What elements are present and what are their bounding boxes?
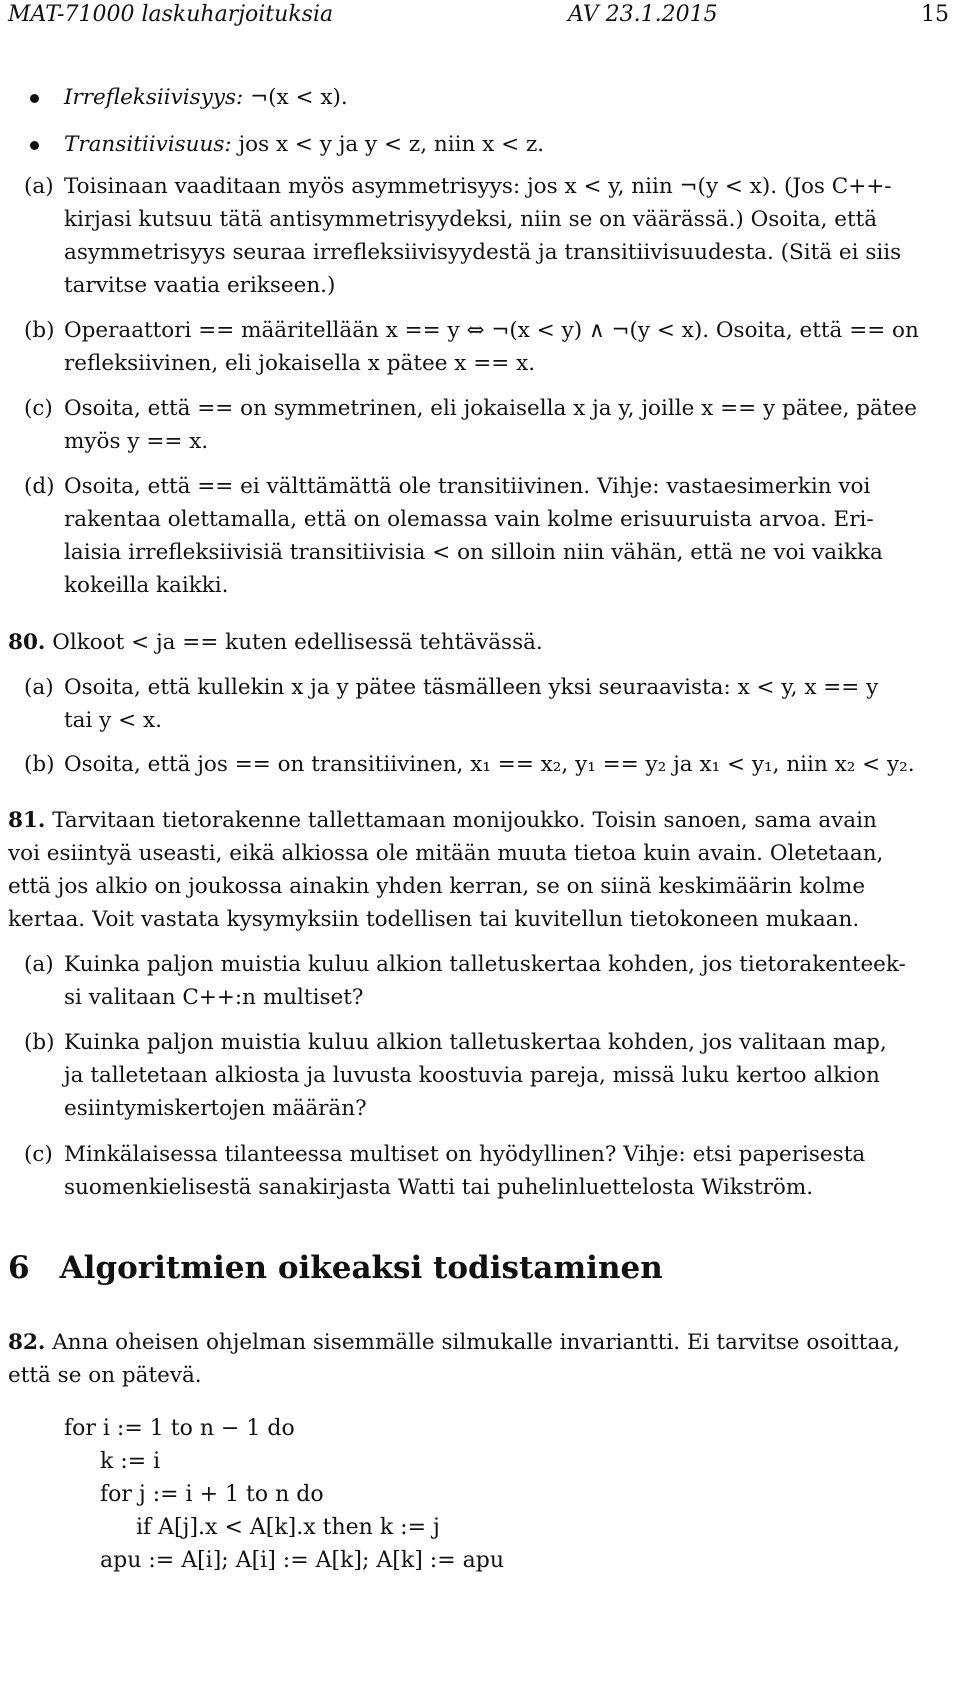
bullet-text: jos x < y ja y < z, niin x < z. [238, 132, 545, 157]
exercise-81-line-1 [8, 806, 877, 836]
bullet-dot [30, 94, 39, 103]
bullet-lead: Irrefleksiivisyys: [64, 85, 244, 110]
exercise-81-line-4: kertaa. Voit vastata kysymyksiin todellisen tai kuvitellun tietokoneen mukaan. [8, 907, 860, 932]
exercise-number: 81. [8, 808, 46, 833]
part-label: (d) [24, 474, 55, 499]
part-79c-line-2: myös y == x. [64, 429, 209, 454]
part-81b-line-1: Kuinka paljon muistia kuluu alkion talletuskertaa kohden, jos valitaan map, [64, 1030, 887, 1055]
exercise-text: Anna oheisen ohjelman sisemmälle silmukalle invariantti. Ei tarvitse osoittaa, [52, 1330, 900, 1355]
exercise-80 [8, 628, 543, 658]
part-79a-line-4: tarvitse vaatia erikseen.) [64, 273, 336, 298]
header-course: MAT-71000 laskuharjoituksia [8, 2, 334, 27]
exercise-81-line-2: voi esiintyä useasti, eikä alkiossa ole mitään muuta tietoa kuin avain. Oletetaan, [8, 841, 884, 866]
bullet-transitivity [64, 130, 544, 160]
section-heading [8, 1250, 663, 1286]
code-line-2: k := i [100, 1449, 161, 1474]
header-author-date: AV 23.1.2015 [568, 2, 718, 27]
part-label: (c) [24, 396, 53, 421]
bullet-dot [30, 141, 39, 150]
part-79c-line-1: Osoita, että == on symmetrinen, eli jokaisella x ja y, joille x == y pätee, pätee [64, 396, 917, 421]
part-label: (b) [24, 752, 55, 777]
part-label: (c) [24, 1142, 53, 1167]
part-79a-line-3: asymmetrisyys seuraa irrefleksiivisyydestä ja transitiivisuudesta. (Sitä ei siis [64, 240, 902, 265]
exercise-81-line-3: että jos alkio on joukossa ainakin yhden kerran, se on siinä keskimäärin kolme [8, 874, 866, 899]
page-number: 15 [921, 2, 949, 27]
part-79d-line-3: laisia irrefleksiivisiä transitiivisia < on silloin niin vähän, että ne voi vaikka [64, 540, 883, 565]
bullet-lead: Transitiivisuus: [64, 132, 232, 157]
section-title: Algoritmien oikeaksi todistaminen [59, 1250, 663, 1286]
part-81b-line-3: esiintymiskertojen määrän? [64, 1096, 367, 1121]
exercise-number: 82. [8, 1330, 46, 1355]
part-81a-line-2: si valitaan C++:n multiset? [64, 985, 364, 1010]
part-79d-line-2: rakentaa olettamalla, että on olemassa vain kolme erisuuruista arvoa. Eri- [64, 507, 874, 532]
exercise-82-line-1 [8, 1328, 900, 1358]
part-81c-line-1: Minkälaisessa tilanteessa multiset on hyödyllinen? Vihje: etsi paperisesta [64, 1142, 866, 1167]
part-80a-line-2: tai y < x. [64, 708, 162, 733]
part-label: (a) [24, 675, 54, 700]
exercise-82-line-2: että se on pätevä. [8, 1363, 202, 1388]
part-79a-line-1: Toisinaan vaaditaan myös asymmetrisyys: jos x < y, niin ¬(y < x). (Jos C++- [64, 174, 892, 199]
part-81a-line-1: Kuinka paljon muistia kuluu alkion talletuskertaa kohden, jos tietorakenteek- [64, 952, 906, 977]
part-79d-line-4: kokeilla kaikki. [64, 573, 229, 598]
part-80a-line-1: Osoita, että kullekin x ja y pätee täsmälleen yksi seuraavista: x < y, x == y [64, 675, 879, 700]
part-label: (a) [24, 952, 54, 977]
part-label: (b) [24, 1030, 55, 1055]
section-number: 6 [8, 1250, 30, 1286]
part-79b-line-2: refleksiivinen, eli jokaisella x pätee x == x. [64, 351, 536, 376]
exercise-text: Tarvitaan tietorakenne tallettamaan monijoukko. Toisin sanoen, sama avain [52, 808, 877, 833]
code-line-5: apu := A[i]; A[i] := A[k]; A[k] := apu [100, 1548, 504, 1573]
part-81c-line-2: suomenkielisestä sanakirjasta Watti tai puhelinluettelosta Wikström. [64, 1175, 814, 1200]
part-79b-line-1: Operaattori == määritellään x == y ⇔ ¬(x < y) ∧ ¬(y < x). Osoita, että == on [64, 318, 919, 343]
bullet-irreflexivity [64, 83, 348, 113]
part-79d-line-1: Osoita, että == ei välttämättä ole transitiivinen. Vihje: vastaesimerkin voi [64, 474, 871, 499]
code-line-1: for i := 1 to n − 1 do [64, 1416, 295, 1441]
part-label: (b) [24, 318, 55, 343]
code-line-3: for j := i + 1 to n do [100, 1482, 324, 1507]
bullet-text: ¬(x < x). [250, 85, 348, 110]
part-80b-line-1: Osoita, että jos == on transitiivinen, x₁ == x₂, y₁ == y₂ ja x₁ < y₁, niin x₂ < y₂. [64, 752, 915, 777]
exercise-number: 80. [8, 630, 46, 655]
part-label: (a) [24, 174, 54, 199]
exercise-text: Olkoot < ja == kuten edellisessä tehtävässä. [52, 630, 543, 655]
part-81b-line-2: ja talletetaan alkiosta ja luvusta koostuvia pareja, missä luku kertoo alkion [64, 1063, 880, 1088]
code-line-4: if A[j].x < A[k].x then k := j [136, 1515, 440, 1540]
part-79a-line-2: kirjasi kutsuu tätä antisymmetrisyydeksi, niin se on väärässä.) Osoita, että [64, 207, 878, 232]
